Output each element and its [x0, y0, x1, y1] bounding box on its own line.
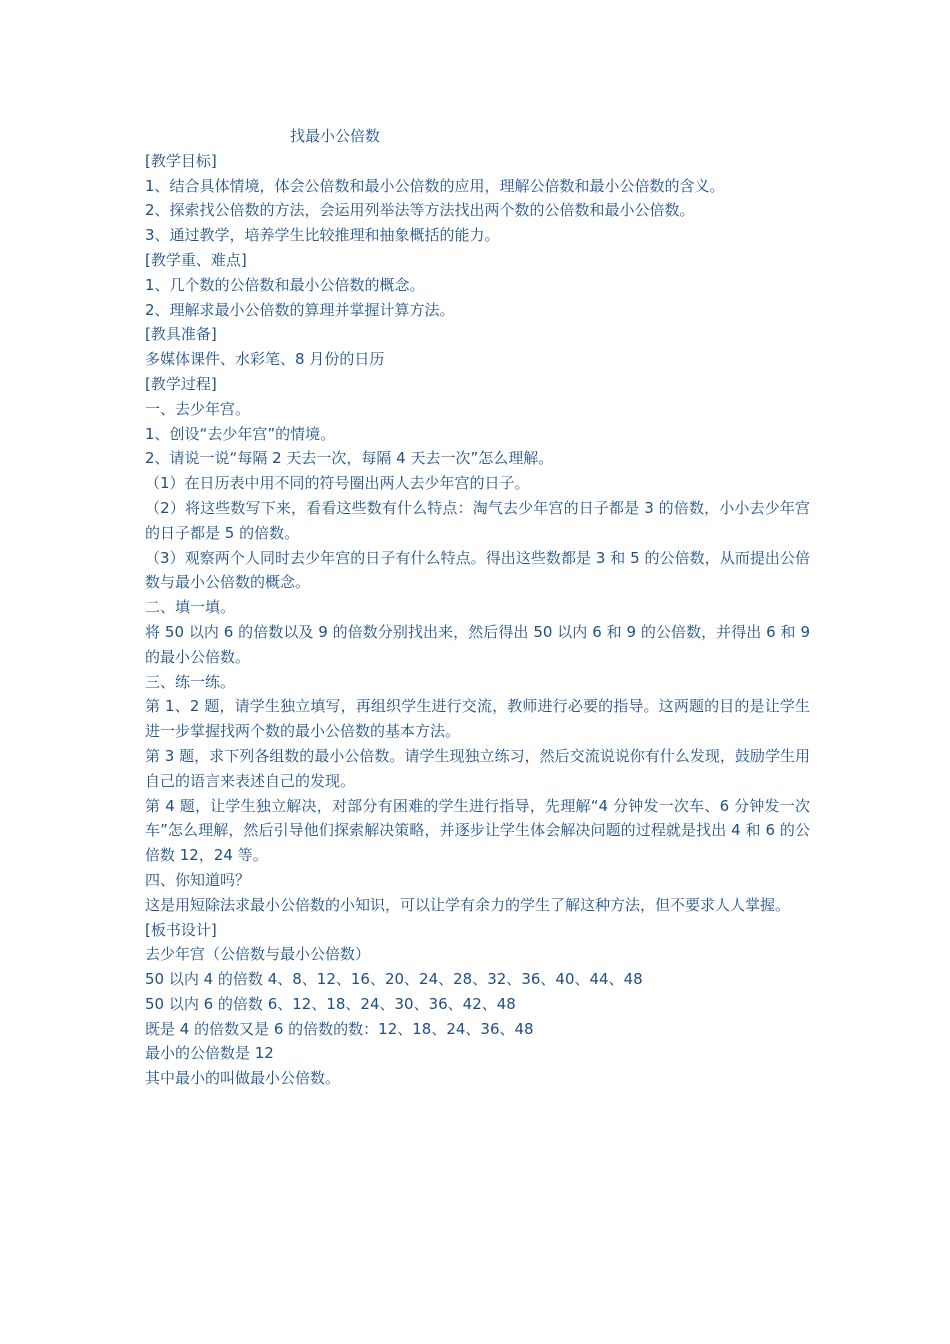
section-heading-teaching-goals: [教学目标] [145, 151, 217, 170]
practice-paragraph-1: 第 1、2 题，请学生独立填写，再组织学生进行交流，教师进行必要的指导。这两题的目的是让学生进一步掌握找两个数的最小公倍数的基本方法。 [145, 697, 810, 741]
section-heading-key-points: [教学重、难点] [145, 250, 247, 269]
document-title: 找最小公倍数 [290, 127, 381, 145]
board-line-6: 其中最小的叫做最小公倍数。 [145, 1069, 341, 1088]
board-line-3: 50 以内 6 的倍数 6、12、18、24、30、36、42、48 [145, 994, 516, 1013]
board-line-1: 去少年宫（公倍数与最小公倍数） [145, 945, 371, 964]
board-line-2: 50 以内 4 的倍数 4、8、12、16、20、24、28、32、36、40、44、48 [145, 970, 643, 989]
process-part-1-heading: 一、去少年宫。 [145, 399, 251, 418]
process-step-2: 2、请说一说“每隔 2 天去一次，每隔 4 天去一次”怎么理解。 [145, 449, 554, 468]
goal-item-3: 3、通过教学，培养学生比较推理和抽象概括的能力。 [145, 226, 500, 245]
practice-paragraph-2: 第 3 题，求下列各组数的最小公倍数。请学生现独立练习，然后交流说说你有什么发现，鼓励学生用自己的语言来表述自己的发现。 [145, 746, 810, 790]
materials-text: 多媒体课件、水彩笔、8 月份的日历 [145, 350, 385, 369]
process-part-3-heading: 三、练一练。 [145, 672, 236, 691]
process-step-1: 1、创设“去少年宫”的情境。 [145, 424, 336, 443]
board-line-4: 既是 4 的倍数又是 6 的倍数的数：12、18、24、36、48 [145, 1019, 534, 1038]
key-point-2: 2、理解求最小公倍数的算理并掌握计算方法。 [145, 300, 455, 319]
process-part-4-heading: 四、你知道吗？ [145, 870, 251, 889]
section-heading-materials: [教具准备] [145, 325, 217, 344]
key-point-1: 1、几个数的公倍数和最小公倍数的概念。 [145, 275, 425, 294]
document-body [145, 124, 810, 1091]
goal-item-2: 2、探索找公倍数的方法，会运用列举法等方法找出两个数的公倍数和最小公倍数。 [145, 201, 695, 220]
section-heading-process: [教学过程] [145, 374, 217, 393]
practice-paragraph-3: 第 4 题，让学生独立解决，对部分有困难的学生进行指导，先理解“4 分钟发一次车、6 分钟发一次车”怎么理解，然后引导他们探索解决策略，并逐步让学生体会解决问题的过程就是找出 4 和 6 的公倍数 12，24 等。 [145, 796, 810, 865]
process-part-2-heading: 二、填一填。 [145, 598, 236, 617]
goal-item-1: 1、结合具体情境，体会公倍数和最小公倍数的应用，理解公倍数和最小公倍数的含义。 [145, 176, 725, 195]
fill-in-paragraph: 将 50 以内 6 的倍数以及 9 的倍数分别找出来，然后得出 50 以内 6 和 9 的公倍数，并得出 6 和 9 的最小公倍数。 [145, 622, 810, 666]
did-you-know-paragraph: 这是用短除法求最小公倍数的小知识，可以让学有余力的学生了解这种方法，但不要求人人掌握。 [145, 895, 791, 914]
section-heading-board-design: [板书设计] [145, 920, 217, 939]
process-substep-2: （2）将这些数写下来，看看这些数有什么特点：淘气去少年宫的日子都是 3 的倍数，小小去少年宫的日子都是 5 的倍数。 [145, 498, 810, 542]
process-substep-3: （3）观察两个人同时去少年宫的日子有什么特点。得出这些数都是 3 和 5 的公倍数，从而提出公倍数与最小公倍数的概念。 [145, 548, 810, 592]
process-substep-1: （1）在日历表中用不同的符号圈出两人去少年宫的日子。 [145, 474, 530, 493]
board-line-5: 最小的公倍数是 12 [145, 1044, 274, 1063]
